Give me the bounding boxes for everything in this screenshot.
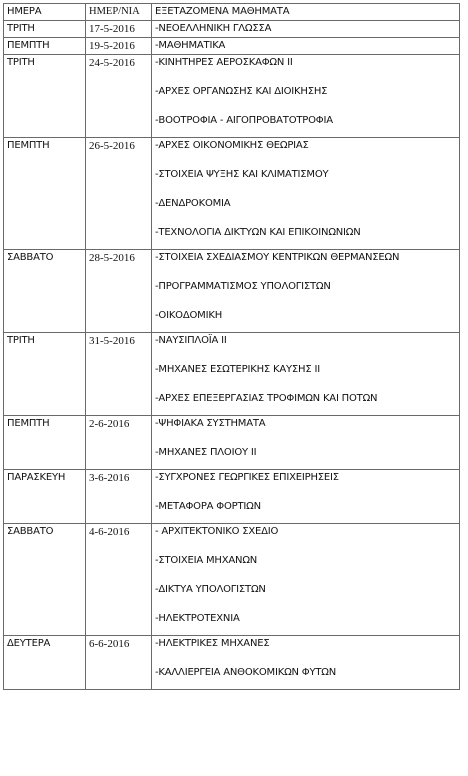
exam-date: 19-5-2016 (86, 38, 152, 55)
exam-date: 3-6-2016 (86, 470, 152, 524)
exam-subject: -ΣΤΟΙΧΕΙΑ ΨΥΞΗΣ ΚΑΙ ΚΛΙΜΑΤΙΣΜΟΥ (155, 169, 329, 180)
header-subjects: ΕΞΕΤΑΖΟΜΕΝΑ ΜΑΘΗΜΑΤΑ (152, 4, 460, 21)
exam-day: ΠΕΜΠΤΗ (4, 416, 86, 470)
exam-subjects (152, 470, 460, 524)
exam-schedule-table (3, 3, 460, 690)
exam-day: ΤΡΙΤΗ (4, 21, 86, 38)
exam-day: ΠΑΡΑΣΚΕΥΗ (4, 470, 86, 524)
exam-date: 28-5-2016 (86, 250, 152, 333)
table-row (4, 21, 460, 38)
table-row (4, 524, 460, 636)
exam-date: 4-6-2016 (86, 524, 152, 636)
exam-subjects (152, 250, 460, 333)
exam-date: 24-5-2016 (86, 55, 152, 138)
exam-date: 6-6-2016 (86, 636, 152, 690)
table-row (4, 333, 460, 416)
exam-subject: -ΜΗΧΑΝΕΣ ΠΛΟΙΟΥ ΙΙ (155, 447, 257, 458)
exam-subjects (152, 636, 460, 690)
exam-subjects (152, 138, 460, 250)
exam-subjects (152, 38, 460, 55)
exam-day: ΣΑΒΒΑΤΟ (4, 524, 86, 636)
exam-date: 31-5-2016 (86, 333, 152, 416)
exam-subject: -ΗΛΕΚΤΡΙΚΕΣ ΜΗΧΑΝΕΣ (155, 638, 270, 649)
exam-subject: -ΨΗΦΙΑΚΑ ΣΥΣΤΗΜΑΤΑ (155, 418, 266, 429)
exam-subjects (152, 333, 460, 416)
exam-subject: -ΑΡΧΕΣ ΟΡΓΑΝΩΣΗΣ ΚΑΙ ΔΙΟΙΚΗΣΗΣ (155, 86, 328, 97)
exam-day: ΔΕΥΤΕΡΑ (4, 636, 86, 690)
exam-subject: -ΜΗΧΑΝΕΣ ΕΣΩΤΕΡΙΚΗΣ ΚΑΥΣΗΣ ΙΙ (155, 364, 320, 375)
exam-subject: -ΜΕΤΑΦΟΡΑ ΦΟΡΤΙΩΝ (155, 501, 261, 512)
exam-subject: -ΗΛΕΚΤΡΟΤΕΧΝΙΑ (155, 613, 240, 624)
table-row (4, 250, 460, 333)
exam-subject: -ΣΤΟΙΧΕΙΑ ΣΧΕΔΙΑΣΜΟΥ ΚΕΝΤΡΙΚΩΝ ΘΕΡΜΑΝΣΕΩΝ (155, 252, 400, 263)
exam-day: ΠΕΜΠΤΗ (4, 38, 86, 55)
exam-subject: -ΚΑΛΛΙΕΡΓΕΙΑ ΑΝΘΟΚΟΜΙΚΩΝ ΦΥΤΩΝ (155, 667, 336, 678)
exam-subject: -ΚΙΝΗΤΗΡΕΣ ΑΕΡΟΣΚΑΦΩΝ ΙΙ (155, 57, 293, 68)
exam-day: ΤΡΙΤΗ (4, 333, 86, 416)
table-row (4, 138, 460, 250)
table-row (4, 55, 460, 138)
exam-schedule-page (3, 3, 460, 690)
exam-day: ΤΡΙΤΗ (4, 55, 86, 138)
exam-subjects (152, 416, 460, 470)
table-row (4, 636, 460, 690)
exam-subject: -ΜΑΘΗΜΑΤΙΚΑ (155, 40, 226, 51)
exam-subject: -ΒΟΟΤΡΟΦΙΑ - ΑΙΓΟΠΡΟΒΑΤΟΤΡΟΦΙΑ (155, 115, 333, 126)
exam-subject: -ΣΤΟΙΧΕΙΑ ΜΗΧΑΝΩΝ (155, 555, 258, 566)
header-date: ΗΜΕΡ/ΝΙΑ (86, 4, 152, 21)
exam-subject: - ΑΡΧΙΤΕΚΤΟΝΙΚΟ ΣΧΕΔΙΟ (155, 526, 279, 537)
exam-day: ΠΕΜΠΤΗ (4, 138, 86, 250)
exam-subject: -ΣΥΓΧΡΟΝΕΣ ΓΕΩΡΓΙΚΕΣ ΕΠΙΧΕΙΡΗΣΕΙΣ (155, 472, 339, 483)
exam-subject: -ΑΡΧΕΣ ΕΠΕΞΕΡΓΑΣΙΑΣ ΤΡΟΦΙΜΩΝ ΚΑΙ ΠΟΤΩΝ (155, 393, 378, 404)
table-row (4, 38, 460, 55)
exam-subject: -ΔΙΚΤΥΑ ΥΠΟΛΟΓΙΣΤΩΝ (155, 584, 266, 595)
exam-date: 2-6-2016 (86, 416, 152, 470)
table-row (4, 416, 460, 470)
table-header-row (4, 4, 460, 21)
exam-subjects (152, 21, 460, 38)
header-day: ΗΜΕΡΑ (4, 4, 86, 21)
exam-subject: -ΑΡΧΕΣ ΟΙΚΟΝΟΜΙΚΗΣ ΘΕΩΡΙΑΣ (155, 140, 309, 151)
table-body (4, 21, 460, 690)
exam-subject: -ΠΡΟΓΡΑΜΜΑΤΙΣΜΟΣ ΥΠΟΛΟΓΙΣΤΩΝ (155, 281, 331, 292)
exam-date: 26-5-2016 (86, 138, 152, 250)
exam-subjects (152, 55, 460, 138)
exam-subject: -ΔΕΝΔΡΟΚΟΜΙΑ (155, 198, 231, 209)
exam-subjects (152, 524, 460, 636)
table-row (4, 470, 460, 524)
exam-day: ΣΑΒΒΑΤΟ (4, 250, 86, 333)
exam-subject: -ΝΕΟΕΛΛΗΝΙΚΗ ΓΛΩΣΣΑ (155, 23, 272, 34)
exam-date: 17-5-2016 (86, 21, 152, 38)
exam-subject: -ΝΑΥΣΙΠΛΟΪΑ ΙΙ (155, 335, 227, 346)
exam-subject: -ΟΙΚΟΔΟΜΙΚΗ (155, 310, 223, 321)
exam-subject: -ΤΕΧΝΟΛΟΓΙΑ ΔΙΚΤΥΩΝ ΚΑΙ ΕΠΙΚΟΙΝΩΝΙΩΝ (155, 227, 361, 238)
